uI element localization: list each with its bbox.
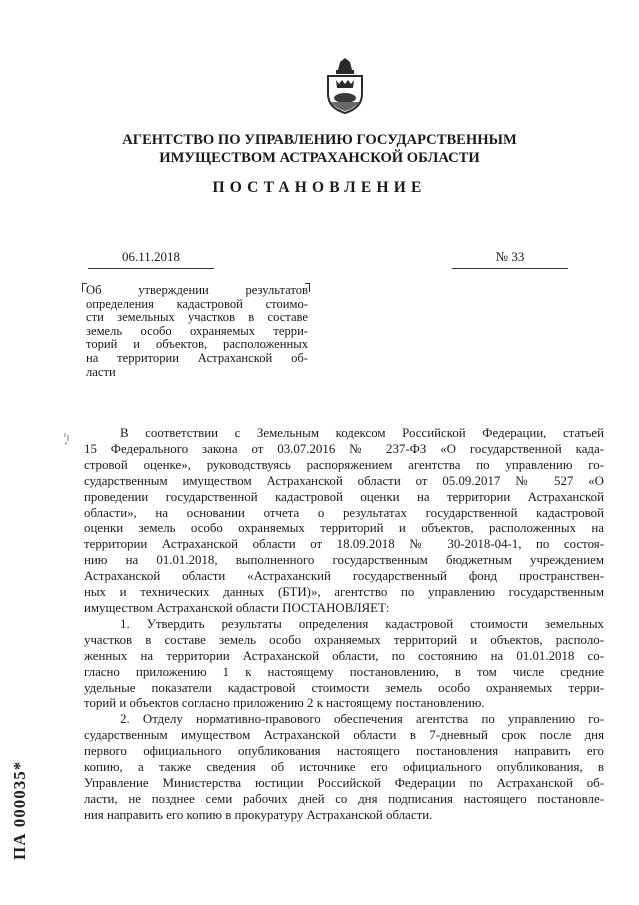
coat-of-arms-icon (322, 58, 368, 114)
subject-line: торий и объектов, расположенных (86, 337, 308, 352)
body-line: 2. Отделу нормативно-правового обеспечения агентства по управлению го- (120, 712, 604, 727)
body-line: женных на территории Астраханской области, по состоянию на 01.01.2018 со- (84, 648, 604, 663)
body-line: первого официального опубликования настоящего постановления направить его (84, 744, 604, 759)
body-line: оценки земель особо охраняемых территорий и объектов, расположенных на (84, 521, 604, 536)
body-line: стровой оценке», руководствуясь распоряжением агентства по управлению го- (84, 457, 604, 472)
agency-name-line2: ИМУЩЕСТВОМ АСТРАХАНСКОЙ ОБЛАСТИ (159, 150, 480, 166)
subject-line: ласти (86, 364, 116, 379)
body-line: ния направить его копию в прокуратуру Астраханской области. (84, 807, 433, 822)
agency-name-line1: АГЕНТСТВО ПО УПРАВЛЕНИЮ ГОСУДАРСТВЕННЫМ (122, 132, 517, 148)
subject-line: сти земельных участков в составе (86, 310, 308, 325)
body-line: сударственным имуществом Астраханской области от 05.09.2017 № 527 «О (84, 473, 604, 488)
body-line: Управление Министерства юстиции Российской Федерации по Астраханской об- (84, 775, 604, 790)
document-date: 06.11.2018 (88, 250, 214, 269)
body-line: имуществом Астраханской области ПОСТАНОВЛЯЕТ: (84, 600, 390, 615)
body-line: ласти, не позднее семи рабочих дней со дня подписания настоящего постановле- (84, 791, 604, 806)
subject-line: Об утверждении результатов (86, 283, 308, 297)
subject-line: земель особо охраняемых терри- (86, 323, 308, 338)
document-number: № 33 (452, 250, 568, 269)
document-subject (86, 284, 308, 379)
body-line: гласно приложению 1 к настоящему постановлению, в том числе средние (84, 664, 604, 679)
body-line: области», на основании отчета о результатах государственной кадастровой (84, 505, 604, 520)
body-line: нию на 01.01.2018, выполненного государственным бюджетным учреждением (84, 553, 604, 568)
body-line: торий и объектов согласно приложению 2 к настоящему постановлению. (84, 696, 485, 711)
subject-line: на территории Астраханской об- (86, 350, 308, 365)
body-line: копию, а также сведения об источнике его официального опубликования, в (84, 760, 604, 775)
document-type-title: ПОСТАНОВЛЕНИЕ (212, 179, 427, 196)
scan-mark (63, 432, 71, 446)
body-line: территории Астраханской области от 18.09.2018 № 30-2018-04-1, по состоя- (84, 537, 604, 552)
registration-stamp: ПА 000035* (10, 760, 29, 860)
body-line: В соответствии с Земельным кодексом Российской Федерации, статьей (120, 426, 604, 440)
document-body (84, 426, 604, 824)
body-line: проведении государственной кадастровой оценки на территории Астраханской (84, 489, 604, 504)
body-line: сударственным имуществом Астраханской области в 7-дневный срок после дня (84, 728, 604, 743)
body-line: 1. Утвердить результаты определения кадастровой стоимости земельных (120, 616, 604, 631)
body-line: 15 Федерального закона от 03.07.2016 № 237-ФЗ «О государственной када- (84, 441, 604, 456)
body-line: удельные показатели кадастровой стоимости земель особо охраняемых терри- (84, 680, 604, 695)
subject-line: определения кадастровой стоимо- (86, 296, 308, 311)
body-line: Астраханской области «Астраханский государственный фонд пространствен- (84, 569, 604, 584)
body-line: участков в составе земель особо охраняемых территорий и объектов, располо- (84, 632, 604, 647)
body-line: ных и технических данных (БТИ)», агентство по управлению государственным (84, 585, 604, 600)
